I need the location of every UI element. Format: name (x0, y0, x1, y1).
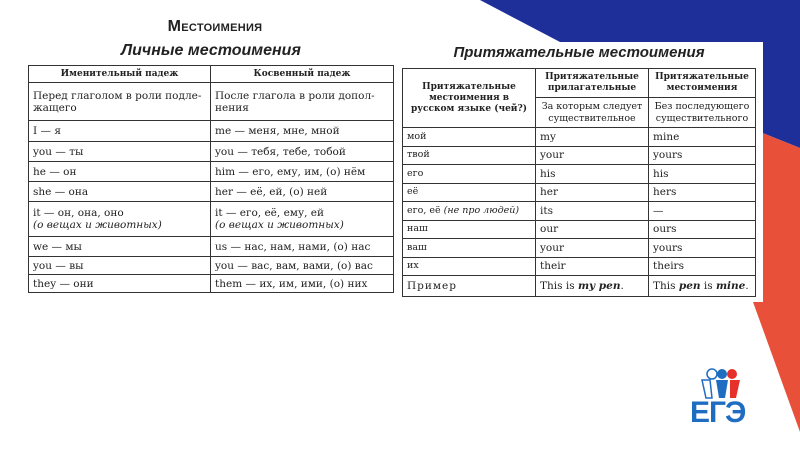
cell (29, 202, 211, 237)
cell-adjective: your (536, 146, 649, 165)
cell-adjective: his (536, 165, 649, 184)
table-row (29, 182, 394, 202)
text: его (407, 167, 424, 179)
cell-russian (403, 128, 536, 147)
cell-pronoun: ours (649, 220, 756, 239)
cell-russian (403, 239, 536, 258)
header-nominative: Именительный падеж (29, 66, 211, 83)
table-row (403, 220, 756, 239)
text: he — он (33, 165, 77, 178)
table-header-row (29, 66, 394, 83)
subheader-pronouns: Без последующего существительного (649, 98, 756, 128)
text: she — она (33, 185, 89, 198)
example-pron (649, 276, 756, 297)
cell (29, 142, 211, 162)
table-row (403, 257, 756, 276)
cell-russian (403, 165, 536, 184)
text: его, её (407, 204, 441, 216)
header-pronouns: Притяжательные местоимения (649, 69, 756, 98)
table-row (403, 202, 756, 221)
table-row (29, 83, 394, 121)
table-row (29, 257, 394, 275)
text: is (700, 280, 716, 292)
cell (29, 121, 211, 142)
text: you — ты (33, 145, 84, 158)
cell (211, 257, 394, 275)
personal-pronouns-table (28, 65, 394, 293)
cell (211, 275, 394, 293)
cell (29, 162, 211, 182)
table-row (29, 142, 394, 162)
text: наш (407, 223, 428, 235)
table-header-row (403, 69, 756, 98)
text: . (620, 280, 624, 292)
text: её (407, 186, 419, 198)
example-label: Пример (403, 276, 536, 297)
table-row (29, 121, 394, 142)
text: ваш (407, 241, 427, 253)
ege-logo-text: ЕГЭ (690, 396, 746, 429)
text: me — меня, мне, мной (215, 125, 340, 137)
text: him — его, ему, им, (о) нём (215, 165, 366, 178)
subheader-adjectives: За которым следует существительное (536, 98, 649, 128)
cell (211, 121, 394, 142)
cell-adjective: their (536, 257, 649, 276)
cell-russian (403, 202, 536, 221)
text: . (745, 280, 749, 292)
text: you — вас, вам, вами, (о) вас (215, 259, 373, 272)
cell-adjective: my (536, 128, 649, 147)
cell-adjective: your (536, 239, 649, 258)
cell (29, 237, 211, 257)
table-row (403, 165, 756, 184)
text: it — его, её, ему, ей (215, 207, 325, 219)
text: This (653, 280, 679, 292)
text: you — вы (33, 259, 84, 272)
text: pen (678, 280, 701, 292)
table-row (403, 146, 756, 165)
cell (211, 162, 394, 182)
cell-pronoun: his (649, 165, 756, 184)
note: (не про людей) (443, 204, 520, 216)
cell-russian (403, 183, 536, 202)
example-adj (536, 276, 649, 297)
text: mine (715, 280, 746, 292)
cell-russian (403, 146, 536, 165)
possessive-pronouns-table (402, 68, 756, 297)
cell (211, 182, 394, 202)
text: мой (407, 130, 427, 142)
cell-pronoun: hers (649, 183, 756, 202)
table-row (403, 128, 756, 147)
cell (211, 202, 394, 237)
cell-russian (403, 257, 536, 276)
table-row (403, 183, 756, 202)
example-row (403, 276, 756, 297)
text: my pen (577, 280, 621, 292)
cell-russian (403, 220, 536, 239)
text: us — нас, нам, нами, (о) нас (215, 240, 371, 253)
note: (о вещах и животных) (215, 219, 344, 231)
cell (29, 257, 211, 275)
table-row (403, 239, 756, 258)
text: твой (407, 149, 430, 161)
personal-pronouns-title: Личные местоимения (121, 42, 301, 59)
text: them — их, им, ими, (о) них (215, 277, 368, 290)
cell-adjective: our (536, 220, 649, 239)
cell (29, 275, 211, 293)
page-title: Местоимения (167, 18, 263, 35)
text: it — он, она, оно (33, 207, 124, 219)
table-row (29, 202, 394, 237)
cell (29, 182, 211, 202)
table-row (29, 275, 394, 293)
table-row (29, 237, 394, 257)
text: you — тебя, тебе, тобой (215, 145, 346, 158)
table-row (29, 162, 394, 182)
text: her — её, ей, (о) ней (215, 185, 328, 198)
note: (о вещах и животных) (33, 219, 162, 231)
cell-adjective: her (536, 183, 649, 202)
header-adjectives: Притяжательные прилагательные (536, 69, 649, 98)
cell-pronoun: mine (649, 128, 756, 147)
cell (211, 237, 394, 257)
cell-pronoun: yours (649, 146, 756, 165)
text: we — мы (33, 240, 82, 253)
possessive-pronouns-title: Притяжательные местоимения (453, 44, 705, 61)
cell: После глагола в роли допол-нения (211, 83, 394, 121)
cell-adjective: its (536, 202, 649, 221)
text: This is (540, 280, 578, 292)
text: их (407, 260, 419, 272)
header-oblique: Косвенный падеж (211, 66, 394, 83)
cell-pronoun: — (649, 202, 756, 221)
text: they — они (33, 277, 94, 290)
cell-pronoun: theirs (649, 257, 756, 276)
text: I — я (33, 125, 61, 137)
cell: Перед глаголом в роли подле-жащего (29, 83, 211, 121)
cell (211, 142, 394, 162)
header-russian: Притяжательные местоимения в русском языке (чей?) (403, 69, 536, 128)
cell-pronoun: yours (649, 239, 756, 258)
